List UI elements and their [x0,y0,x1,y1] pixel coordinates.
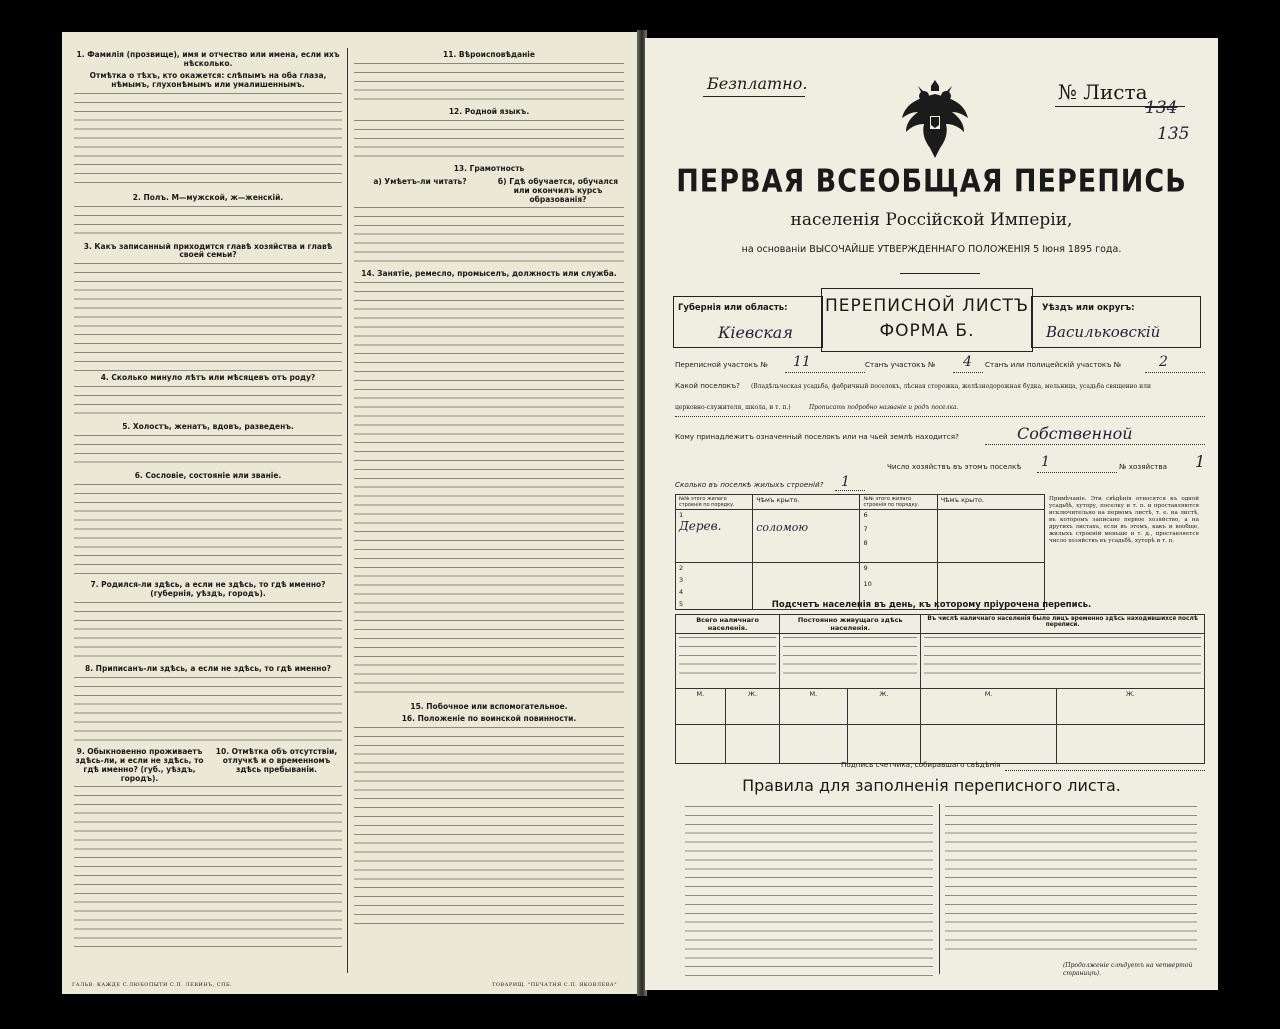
households-line [1037,472,1117,473]
population-tally-table [675,614,1205,764]
body-text-block [74,204,342,240]
section-heading: 12. Родной языкъ. [448,106,530,116]
body-text-block [354,205,624,267]
tally-header-permanent: Постоянно живущаго здѣсь населенія. [780,615,921,634]
police-section-label: Станъ или полицейскій участокъ № [985,360,1122,369]
body-text-block [354,118,624,162]
signature-line [1005,770,1205,771]
section-heading: 2. Полъ. М—мужской, ж—женскій. [132,192,284,202]
census-subtitle: населенія Россійской Имперіи, [790,210,1073,230]
households-label: Число хозяйствъ въ этомъ поселкѣ [887,462,1022,471]
stan-label: Станъ участокъ № [865,360,936,369]
tally-cell [921,725,1056,764]
section-heading: 8. Приписанъ-ли здѣсь, а если не здѣсь, то гдѣ именно? [85,663,331,673]
section-heading: а) Умѣетъ-ли читать? [373,176,467,186]
tally-instructions [921,634,1205,689]
tally-header-temporary: Въ числѣ наличнаго населенія было лицъ временно здѣсь находившихся послѣ переписи. [921,615,1205,634]
settlement-label: Какой поселокъ? [675,381,740,390]
census-section-line [785,372,865,373]
dw-header-number: №№ этого жилаго строенія по порядку. [676,495,753,510]
dw-roof-value: соломою [756,521,809,534]
owner-value: Собственной [1017,424,1133,443]
district-value: Васильковскій [1046,323,1161,341]
sheet-number-label: № Листа [1058,80,1148,104]
section-heading: 9. Обыкновенно проживаетъ здѣсь-ли, и если не здѣсь, то гдѣ именно? (губ., уѣздъ, городъ). [75,746,204,783]
district-label: Уѣздъ или округъ: [1042,303,1135,313]
form-title-box [821,288,1033,352]
form-subtitle: ФОРМА Б. [879,321,975,341]
rules-title: Правила для заполненія переписного листа. [742,776,1121,795]
tally-cell [780,725,847,764]
section-heading: 5. Холостъ, женатъ, вдовъ, разведенъ. [122,422,294,432]
body-text-block [354,61,624,105]
section-heading: 3. Какъ записанный приходится главѣ хозяйства и главѣ своей семьи? [83,241,333,260]
tally-header-total: Всего наличнаго населенія. [676,615,780,634]
rules-text-right [945,804,1197,954]
tally-female-header: Ж. [725,689,779,725]
section-heading: 1. Фамилія (прозвище), имя и отчество или имена, если ихъ нѣсколько. [76,50,340,68]
settlement-hint-2: церковно-служителя, школа, и т. п.) [675,404,791,411]
census-section-value: 11 [793,354,811,370]
census-legal-basis: на основаніи ВЫСОЧАЙШЕ УТВЕРЖДЕННАГО ПОЛОЖЕНІЯ 5 Іюня 1895 года. [741,244,1122,255]
dw-roof-cell [753,510,860,563]
section-heading: 16. Положеніе по воинской повинности. [401,714,577,724]
column-divider [347,48,348,973]
tally-female-header: Ж. [847,689,921,725]
section-heading: 14. Занятіе, ремесло, промыселъ, должность или служба. [361,269,617,279]
instructions-column-1 [74,48,342,968]
enumerator-signature-label: Подпись счетчика, собиравшаго свѣдѣнія [841,760,1001,769]
dw-row-number-2: 6 7 8 [860,510,937,563]
printer-footer-left: ГАЛЬВ. КАЖДЕ С.ЛЮБОПЫТИ С.П. ЛЕВИНЪ, СПБ. [72,982,233,988]
households-value: 1 [1041,454,1050,470]
body-text-block [354,280,624,700]
tally-cell [676,725,726,764]
sheet-number-struck: 134 [1145,98,1178,118]
dw-row-number-2: 9 10 [860,563,937,610]
continued-note: (Продолженіе слѣдуетъ на четвертой страницѣ). [1063,962,1193,977]
section-heading: 10. Отмѣтка объ отсутствіи, отлучкѣ и о временномъ здѣсь пребываніи. [215,746,338,774]
form-title: ПЕРЕПИСНОЙ ЛИСТЪ [824,296,1030,316]
section-heading: 4. Сколько минуло лѣтъ или мѣсяцевъ отъ роду? [100,373,316,383]
stan-line [953,372,983,373]
tally-male-header: М. [921,689,1056,725]
body-text-block [74,433,342,469]
left-page [62,32,637,994]
section-heading: 15. Побочное или вспомогательное. [410,702,568,712]
household-number-value: 1 [1195,452,1206,471]
printer-footer-right: ТОВАРИЩ. "ПЕЧАТНЯ С.П. ЯКОВЛЕВА" [492,982,618,988]
settlement-hint: (Владѣльческая усадьба, фабричный поселокъ, лѣсная сторожка, желѣзнодорожная будка, мельница, усадьба священно или [751,383,1151,390]
tally-male-header: М. [780,689,847,725]
population-tally-title: Подсчетъ населенія въ день, къ которому пріурочена перепись. [771,600,1092,610]
body-text-block [354,725,624,925]
dw-header-roof-2: Чѣмъ крыто. [937,495,1044,510]
dw-material: Дерев. [679,519,722,533]
body-text-block [74,91,342,191]
tally-male-header: М. [676,689,726,725]
dwellings-value: 1 [841,474,850,490]
dwellings-label: Сколько въ поселкѣ жилыхъ строеній? [675,480,824,489]
section-heading: Отмѣтка о тѣхъ, кто окажется: слѣпымъ на оба глаза, нѣмымъ, глухонѣмымъ или умалишеннымъ. [89,70,327,89]
sheet-number-underline [1055,106,1185,107]
tally-cell [847,725,921,764]
body-text-block [74,384,342,420]
section-heading: б) Гдѣ обучается, обучался или окончилъ курсъ образованія? [497,176,619,204]
dw-header-roof: Чѣмъ крыто. [753,495,860,510]
free-of-charge-label: Безплатно. [707,74,808,93]
census-section-label: Переписной участокъ № [675,360,768,369]
dwellings-line [835,490,865,491]
section-heading: 11. Вѣроисповѣданіе [443,50,535,59]
police-section-line [1145,372,1205,373]
tally-cell [725,725,779,764]
owner-label: Кому принадлежитъ означенный поселокъ или на чьей землѣ находится? [675,432,959,441]
tally-female-header: Ж. [1056,689,1204,725]
rules-text-left [685,804,933,980]
dwellings-note: Примѣчаніе. Эти свѣдѣнія относятся къ одной усадьбѣ, хутору, поселку и т. п. и проставляются исключительно на первомъ листѣ, т. е. на листѣ, въ которомъ записано первое хозяйство, а на другихъ листахъ, если въ этомъ, какъ и вообще, жилыхъ строеній меньше и т. д., проставляется число хозяйствъ въ усадьбѣ, хуторѣ и т. п. [1049,496,1199,544]
household-number-label: № хозяйства [1119,462,1168,471]
section-heading: 6. Сословіе, состояніе или званіе. [134,471,282,481]
stan-value: 4 [963,354,972,370]
right-page [645,38,1218,990]
rules-divider [939,804,940,974]
section-heading: 7. Родился-ли здѣсь, а если не здѣсь, то гдѣ именно? (губернія, уѣздъ, городъ). [90,580,326,598]
settlement-hint-3: Прописать подробно названіе и родъ поселка. [809,404,959,411]
body-text-block [74,600,342,662]
dw-row-number: 2 3 4 5 [676,563,753,610]
district-box [1031,296,1201,348]
dw-roof-cell-2 [937,510,1044,563]
title-divider [900,273,980,274]
tally-instructions [780,634,921,689]
body-text-block [74,482,342,578]
tally-cell [1056,725,1204,764]
free-label-underline [703,96,805,97]
province-box [673,296,823,348]
settlement-line [675,416,1205,417]
dwellings-table [675,494,1045,610]
census-title: ПЕРВАЯ ВСЕОБЩАЯ ПЕРЕПИСЬ [676,163,1187,200]
owner-line [985,444,1205,445]
tally-instructions [676,634,780,689]
province-value: Кіевская [718,323,793,342]
dw-header-number-2: №№ этого жилаго строенія по порядку. [860,495,937,510]
dw-row-number: 1 Дерев. [676,510,753,563]
body-text-block [74,675,342,745]
section-heading: 13. Грамотность [453,163,525,173]
double-headed-eagle-icon [900,78,970,160]
instructions-column-2 [354,48,624,968]
body-text-block [74,784,342,954]
body-text-block [74,261,342,371]
province-label: Губернія или область: [678,303,788,313]
sheet-number-handwritten: 135 [1157,124,1190,144]
police-section-value: 2 [1159,354,1168,370]
